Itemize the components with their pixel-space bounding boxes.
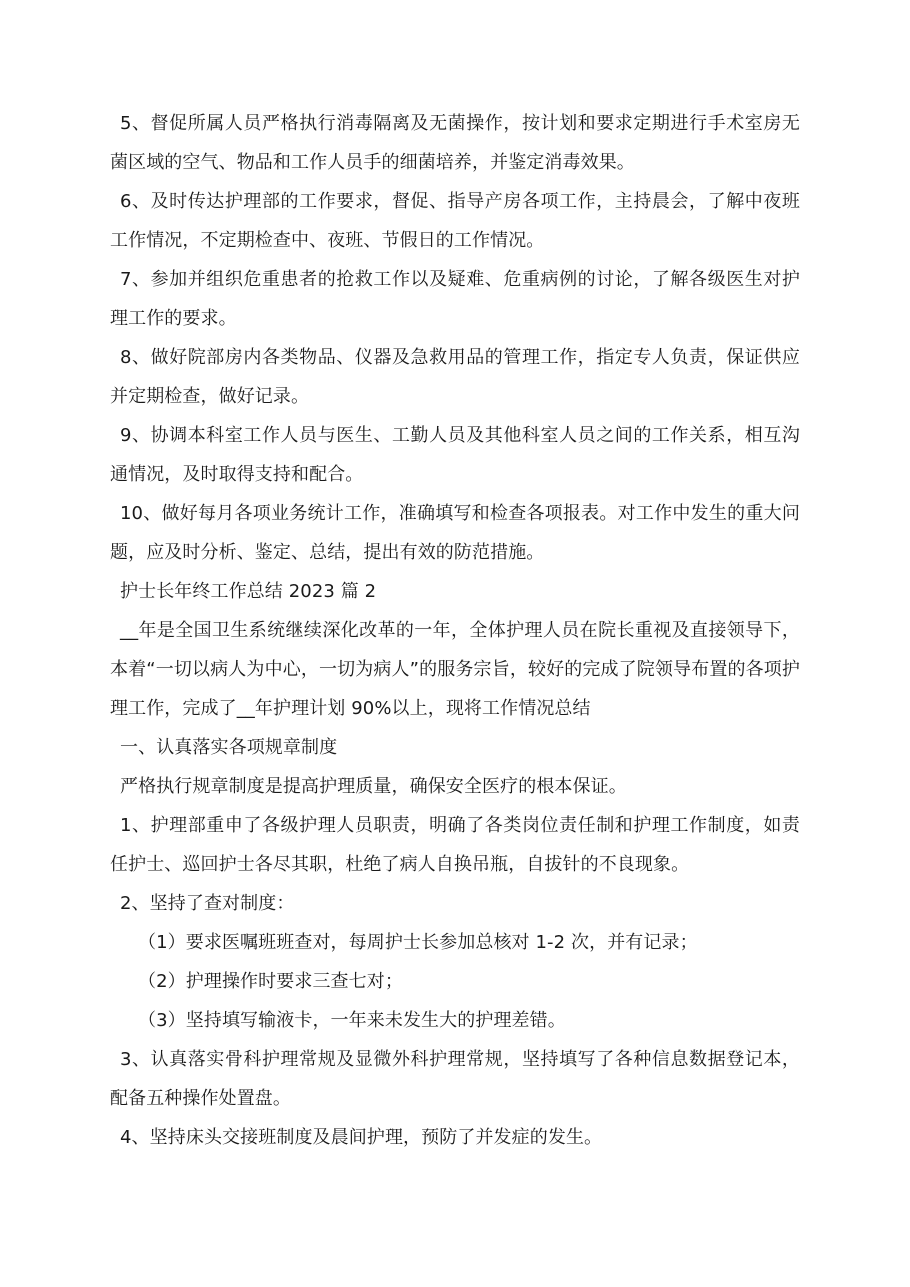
paragraph-item-7: 7、参加并组织危重患者的抢救工作以及疑难、危重病例的讨论，了解各级医生对护理工作的要求。 <box>110 269 800 329</box>
sub-item-1: （1）要求医嘱班班查对，每周护士长参加总核对 1-2 次，并有记录； <box>138 932 698 953</box>
document-body <box>110 104 800 1157</box>
paragraph-item-9: 9、协调本科室工作人员与医生、工勤人员及其他科室人员之间的工作关系，相互沟通情况，及时取得支持和配合。 <box>110 425 800 485</box>
paragraph-item-6: 6、及时传达护理部的工作要求，督促、指导产房各项工作，主持晨会，了解中夜班工作情况，不定期检查中、夜班、节假日的工作情况。 <box>110 191 800 251</box>
heading-one: 一、认真落实各项规章制度 <box>120 737 338 758</box>
sub-item-3: （3）坚持填写输液卡，一年来未发生大的护理差错。 <box>138 1010 566 1031</box>
rule-item-1: 1、护理部重申了各级护理人员职责，明确了各类岗位责任制和护理工作制度，如责任护士、巡回护士各尽其职，杜绝了病人自换吊瓶，自拔针的不良现象。 <box>110 815 800 875</box>
rule-item-4: 4、坚持床头交接班制度及晨间护理，预防了并发症的发生。 <box>120 1127 603 1148</box>
paragraph-item-10: 10、做好每月各项业务统计工作，准确填写和检查各项报表。对工作中发生的重大问题，应及时分析、鉴定、总结，提出有效的防范措施。 <box>110 503 800 563</box>
sub-item-2: （2）护理操作时要求三查七对； <box>138 971 403 992</box>
rule-item-3: 3、认真落实骨科护理常规及显微外科护理常规，坚持填写了各种信息数据登记本，配备五种操作处置盘。 <box>110 1049 800 1109</box>
intro-paragraph: __年是全国卫生系统继续深化改革的一年，全体护理人员在院长重视及直接领导下，本着“一切以病人为中心，一切为病人”的服务宗旨，较好的完成了院领导布置的各项护理工作，完成了__年护理计划 90%以上，现将工作情况总结 <box>110 620 800 719</box>
paragraph-item-8: 8、做好院部房内各类物品、仪器及急救用品的管理工作，指定专人负责，保证供应并定期检查，做好记录。 <box>110 347 800 407</box>
paragraph-item-5: 5、督促所属人员严格执行消毒隔离及无菌操作，按计划和要求定期进行手术室房无菌区域的空气、物品和工作人员手的细菌培养，并鉴定消毒效果。 <box>110 113 800 173</box>
heading-one-summary: 严格执行规章制度是提高护理质量，确保安全医疗的根本保证。 <box>120 776 627 797</box>
section-title: 护士长年终工作总结 2023 篇 2 <box>120 581 377 602</box>
rule-item-2: 2、坚持了查对制度： <box>120 893 295 914</box>
